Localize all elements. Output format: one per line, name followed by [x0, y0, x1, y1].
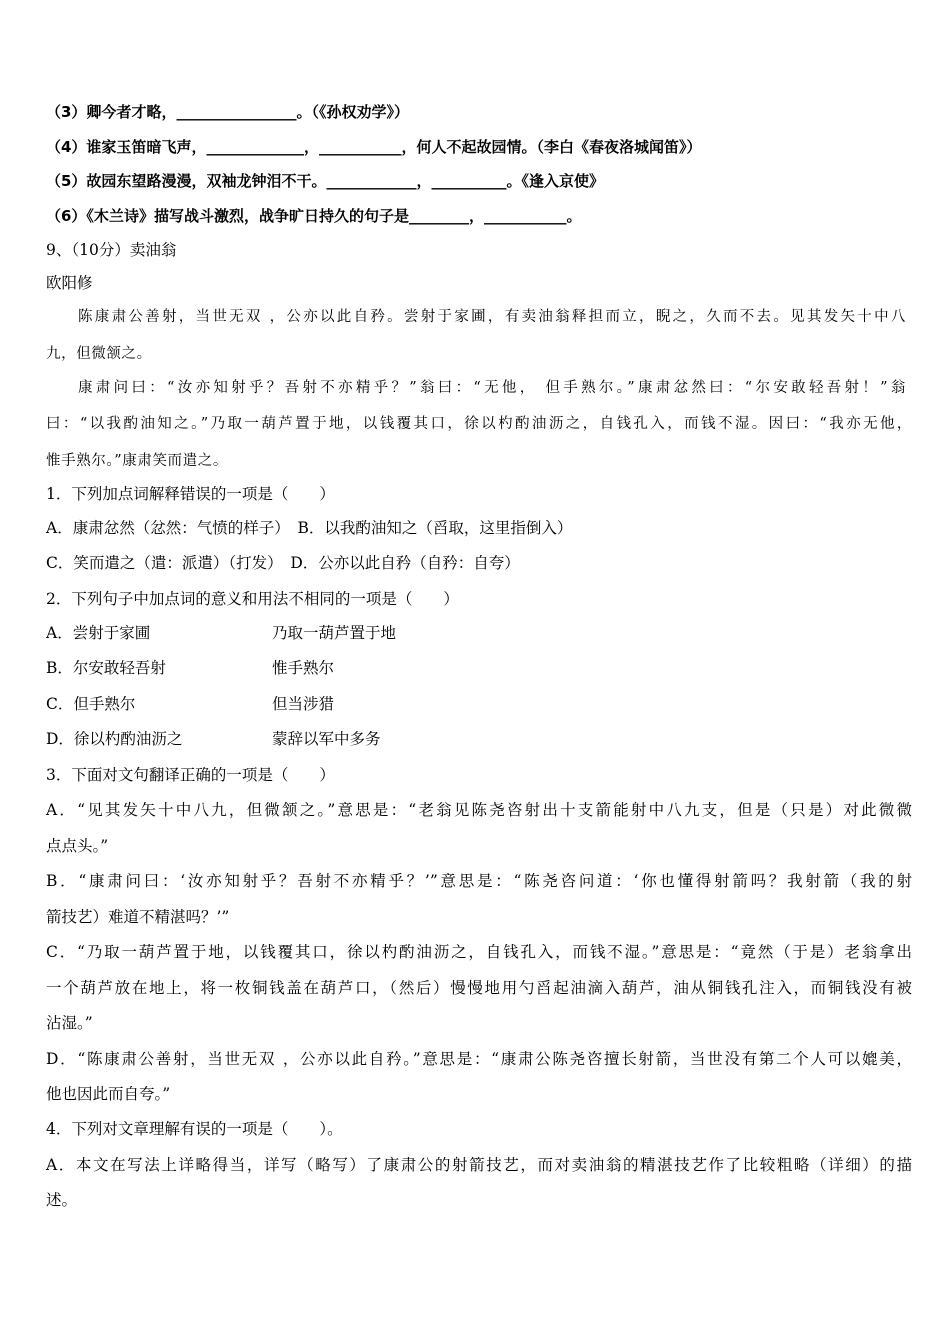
option-right: 惟手熟尔	[272, 659, 335, 677]
fill-in-4: （4）谁家玉笛暗飞声，_____________，___________，何人不起故园情。（李白《春夜洛城闻笛》）	[46, 138, 702, 156]
passage-line: 惟手熟尔。”康肃笑而遣之。	[46, 453, 228, 469]
question-4-line: A．本文在写法上详略得当，详写（略写）了康肃公的射箭技艺，而对卖油翁的精湛技艺作了比较粗略（详细）的描	[46, 1156, 912, 1174]
question-3-line: 沾湿。”	[46, 1014, 93, 1032]
option-left: C．但手熟尔	[46, 695, 136, 713]
fill-in-6: （6）《木兰诗》描写战斗激烈，战争旷日持久的句子是________，___________。	[46, 207, 582, 225]
question-3-line: 一个葫芦放在地上，将一枚铜钱盖在葫芦口，（然后）慢慢地用勺舀起油滴入葫芦，油从铜钱孔注入，而铜钱没有被	[46, 979, 912, 997]
option-left: D．徐以杓酌油沥之	[46, 730, 183, 748]
option-right: 蒙辞以军中多务	[272, 730, 381, 748]
question-2-stem: 2．下列句子中加点词的意义和用法不相同的一项是（ ）	[46, 590, 459, 608]
question-1-stem: 1．下列加点词解释错误的一项是（ ）	[46, 485, 335, 503]
passage-line: 陈康肃公善射，当世无双 ，公亦以此自矜。尝射于家圃，有卖油翁释担而立，睨之，久而不去。见其发矢十中八	[78, 309, 906, 325]
question-3-stem: 3．下面对文句翻译正确的一项是（ ）	[46, 766, 335, 784]
question-3-line: C．“乃取一葫芦置于地，以钱覆其口，徐以杓酌油沥之，自钱孔入，而钱不湿。”意思是：“竟然（于是）老翁拿出	[46, 943, 912, 961]
question-9-title: 9、（10分）卖油翁	[46, 241, 177, 259]
fill-in-3: （3）卿今者才略，________________。（《孙权劝学》）	[46, 103, 409, 121]
question-3-line: 他也因此而自夸。”	[46, 1085, 171, 1103]
question-2-option	[46, 729, 912, 749]
passage-line: 曰：“以我酌油知之。”乃取一葫芦置于地，以钱覆其口，徐以杓酌油沥之，自钱孔入，而钱不湿。因曰：“我亦无他，	[46, 416, 912, 432]
question-4-stem: 4．下列对文章理解有误的一项是（ ）。	[46, 1120, 343, 1138]
option-left: B．尔安敢轻吾射	[46, 659, 166, 677]
passage-line: 康肃问曰：“汝亦知射乎？吾射不亦精乎？”翁曰：“无他， 但手熟尔。”康肃忿然曰：“尔安敢轻吾射！”翁	[78, 380, 906, 396]
passage-line: 九，但微颔之。	[46, 346, 152, 362]
option-right: 但当涉猎	[272, 695, 335, 713]
question-2-option	[46, 623, 912, 643]
question-3-line: D．“陈康肃公善射，当世无双 ，公亦以此自矜。”意思是：“康肃公陈尧咨擅长射箭，当世没有第二个人可以媲美，	[46, 1050, 912, 1068]
question-1-options-ab: A．康肃忿然（忿然：气愤的样子） B．以我酌油知之（舀取，这里指倒入）	[46, 519, 573, 537]
question-4-line: 述。	[46, 1191, 78, 1209]
question-2-option	[46, 658, 912, 678]
fill-in-5: （5）故园东望路漫漫，双袖龙钟泪不干。____________，__________。《逢入京使》	[46, 172, 604, 190]
question-3-line: 箭技艺）难道不精湛吗？’”	[46, 908, 230, 926]
question-3-line: 点点头。”	[46, 837, 109, 855]
question-2-option	[46, 694, 912, 714]
passage-author: 欧阳修	[46, 274, 93, 292]
option-left: A．尝射于家圃	[46, 624, 151, 642]
question-3-line: B．“康肃问曰：‘汝亦知射乎？吾射不亦精乎？’”意思是：“陈尧咨问道：‘你也懂得射箭吗？我射箭（我的射	[46, 872, 912, 890]
question-1-options-cd: C．笑而遣之（遣：派遣）（打发） D．公亦以此自矜（自矜：自夸）	[46, 554, 520, 572]
option-right: 乃取一葫芦置于地	[272, 624, 397, 642]
question-3-line: A．“见其发矢十中八九，但微颔之。”意思是：“老翁见陈尧咨射出十支箭能射中八九支，但是（只是）对此微微	[46, 801, 912, 819]
